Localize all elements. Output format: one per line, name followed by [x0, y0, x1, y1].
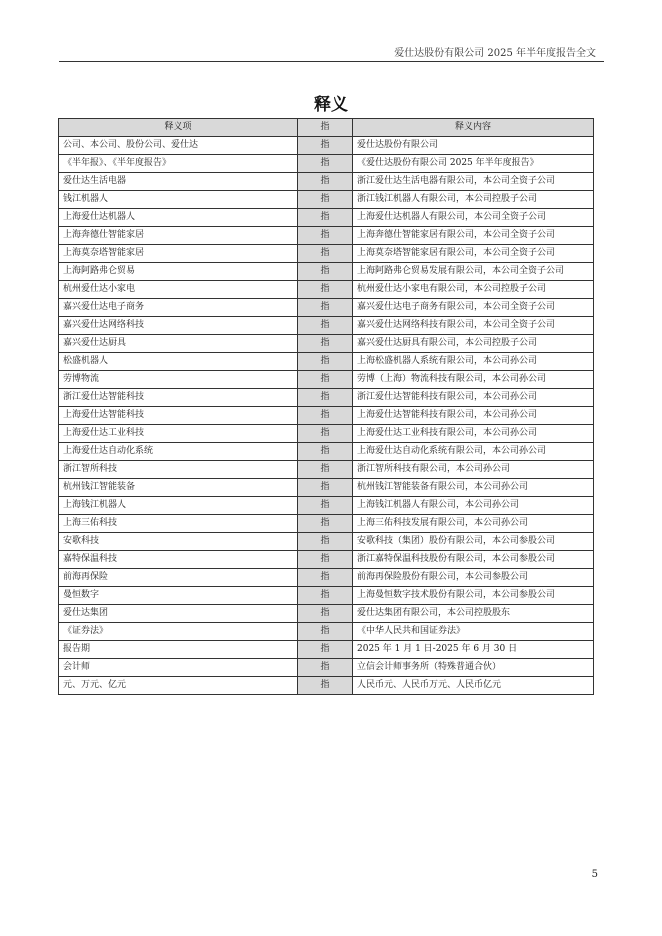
term-cell: 上海奔德仕智能家居 — [59, 227, 298, 245]
meaning-cell: 浙江爱仕达生活电器有限公司，本公司全资子公司 — [353, 173, 594, 191]
meaning-cell: 上海爱仕达智能科技有限公司，本公司孙公司 — [353, 407, 594, 425]
table-row — [59, 677, 594, 695]
term-cell: 嘉兴爱仕达网络科技 — [59, 317, 298, 335]
term-cell: 上海爱仕达自动化系统 — [59, 443, 298, 461]
term-cell: 上海阿路弗仑贸易 — [59, 263, 298, 281]
meaning-cell: 《中华人民共和国证券法》 — [353, 623, 594, 641]
ref-cell: 指 — [298, 569, 353, 587]
term-cell: 杭州爱仕达小家电 — [59, 281, 298, 299]
ref-cell: 指 — [298, 227, 353, 245]
ref-cell: 指 — [298, 641, 353, 659]
definitions-table-body — [59, 137, 594, 695]
table-row — [59, 533, 594, 551]
term-cell: 报告期 — [59, 641, 298, 659]
meaning-cell: 前海再保险股份有限公司，本公司参股公司 — [353, 569, 594, 587]
table-row — [59, 173, 594, 191]
term-cell: 浙江爱仕达智能科技 — [59, 389, 298, 407]
table-header-row — [59, 119, 594, 137]
ref-cell: 指 — [298, 677, 353, 695]
term-cell: 上海钱江机器人 — [59, 497, 298, 515]
table-row — [59, 623, 594, 641]
ref-cell: 指 — [298, 299, 353, 317]
ref-cell: 指 — [298, 317, 353, 335]
ref-cell: 指 — [298, 191, 353, 209]
term-cell: 《证券法》 — [59, 623, 298, 641]
meaning-cell: 安歌科技（集团）股份有限公司，本公司参股公司 — [353, 533, 594, 551]
column-header-meaning: 释义内容 — [353, 119, 594, 137]
meaning-cell: 浙江嘉特保温科技股份有限公司，本公司参股公司 — [353, 551, 594, 569]
ref-cell: 指 — [298, 281, 353, 299]
term-cell: 上海爱仕达智能科技 — [59, 407, 298, 425]
meaning-cell: 上海三佑科技发展有限公司，本公司孙公司 — [353, 515, 594, 533]
meaning-cell: 浙江爱仕达智能科技有限公司，本公司孙公司 — [353, 389, 594, 407]
meaning-cell: 爱仕达集团有限公司，本公司控股股东 — [353, 605, 594, 623]
table-row — [59, 137, 594, 155]
document-header: 爱仕达股份有限公司 2025 年半年度报告全文 — [394, 48, 596, 59]
table-row — [59, 407, 594, 425]
ref-cell: 指 — [298, 659, 353, 677]
table-row — [59, 371, 594, 389]
column-header-ref: 指 — [298, 119, 353, 137]
table-row — [59, 515, 594, 533]
ref-cell: 指 — [298, 389, 353, 407]
ref-cell: 指 — [298, 137, 353, 155]
term-cell: 会计师 — [59, 659, 298, 677]
ref-cell: 指 — [298, 209, 353, 227]
ref-cell: 指 — [298, 173, 353, 191]
meaning-cell: 爱仕达股份有限公司 — [353, 137, 594, 155]
term-cell: 松盛机器人 — [59, 353, 298, 371]
table-row — [59, 479, 594, 497]
table-row — [59, 245, 594, 263]
term-cell: 曼恒数字 — [59, 587, 298, 605]
meaning-cell: 嘉兴爱仕达网络科技有限公司，本公司全资子公司 — [353, 317, 594, 335]
ref-cell: 指 — [298, 335, 353, 353]
ref-cell: 指 — [298, 407, 353, 425]
meaning-cell: 上海钱江机器人有限公司，本公司孙公司 — [353, 497, 594, 515]
table-row — [59, 281, 594, 299]
table-row — [59, 155, 594, 173]
term-cell: 上海爱仕达机器人 — [59, 209, 298, 227]
ref-cell: 指 — [298, 515, 353, 533]
term-cell: 嘉特保温科技 — [59, 551, 298, 569]
table-row — [59, 191, 594, 209]
ref-cell: 指 — [298, 587, 353, 605]
table-row — [59, 605, 594, 623]
meaning-cell: 2025 年 1 月 1 日-2025 年 6 月 30 日 — [353, 641, 594, 659]
term-cell: 杭州钱江智能装备 — [59, 479, 298, 497]
table-row — [59, 317, 594, 335]
meaning-cell: 上海莫奈塔智能家居有限公司，本公司全资子公司 — [353, 245, 594, 263]
term-cell: 上海爱仕达工业科技 — [59, 425, 298, 443]
table-row — [59, 569, 594, 587]
term-cell: 钱江机器人 — [59, 191, 298, 209]
page-number: 5 — [591, 869, 598, 880]
table-row — [59, 497, 594, 515]
meaning-cell: 上海爱仕达工业科技有限公司，本公司孙公司 — [353, 425, 594, 443]
meaning-cell: 上海爱仕达自动化系统有限公司，本公司孙公司 — [353, 443, 594, 461]
ref-cell: 指 — [298, 605, 353, 623]
term-cell: 上海三佑科技 — [59, 515, 298, 533]
term-cell: 爱仕达集团 — [59, 605, 298, 623]
meaning-cell: 浙江钱江机器人有限公司，本公司控股子公司 — [353, 191, 594, 209]
ref-cell: 指 — [298, 245, 353, 263]
table-row — [59, 659, 594, 677]
table-row — [59, 353, 594, 371]
meaning-cell: 浙江智所科技有限公司，本公司孙公司 — [353, 461, 594, 479]
column-header-term: 释义项 — [59, 119, 298, 137]
term-cell: 上海莫奈塔智能家居 — [59, 245, 298, 263]
table-row — [59, 641, 594, 659]
meaning-cell: 人民币元、人民币万元、人民币亿元 — [353, 677, 594, 695]
ref-cell: 指 — [298, 461, 353, 479]
ref-cell: 指 — [298, 551, 353, 569]
term-cell: 劳博物流 — [59, 371, 298, 389]
ref-cell: 指 — [298, 353, 353, 371]
table-row — [59, 335, 594, 353]
ref-cell: 指 — [298, 155, 353, 173]
term-cell: 前海再保险 — [59, 569, 298, 587]
ref-cell: 指 — [298, 533, 353, 551]
meaning-cell: 《爱仕达股份有限公司 2025 年半年度报告》 — [353, 155, 594, 173]
ref-cell: 指 — [298, 623, 353, 641]
term-cell: 元、万元、亿元 — [59, 677, 298, 695]
meaning-cell: 杭州爱仕达小家电有限公司，本公司控股子公司 — [353, 281, 594, 299]
table-row — [59, 551, 594, 569]
ref-cell: 指 — [298, 263, 353, 281]
term-cell: 嘉兴爱仕达厨具 — [59, 335, 298, 353]
meaning-cell: 上海奔德仕智能家居有限公司，本公司全资子公司 — [353, 227, 594, 245]
definitions-table — [58, 118, 594, 695]
header-divider — [59, 61, 604, 62]
meaning-cell: 嘉兴爱仕达厨具有限公司，本公司控股子公司 — [353, 335, 594, 353]
table-row — [59, 263, 594, 281]
table-row — [59, 443, 594, 461]
meaning-cell: 杭州钱江智能装备有限公司，本公司孙公司 — [353, 479, 594, 497]
term-cell: 安歌科技 — [59, 533, 298, 551]
term-cell: 《半年报》、《半年度报告》 — [59, 155, 298, 173]
term-cell: 嘉兴爱仕达电子商务 — [59, 299, 298, 317]
table-row — [59, 461, 594, 479]
meaning-cell: 立信会计师事务所（特殊普通合伙） — [353, 659, 594, 677]
table-row — [59, 299, 594, 317]
ref-cell: 指 — [298, 497, 353, 515]
meaning-cell: 上海爱仕达机器人有限公司，本公司全资子公司 — [353, 209, 594, 227]
table-row — [59, 209, 594, 227]
table-row — [59, 425, 594, 443]
meaning-cell: 上海曼恒数字技术股份有限公司，本公司参股公司 — [353, 587, 594, 605]
term-cell: 浙江智所科技 — [59, 461, 298, 479]
meaning-cell: 上海松盛机器人系统有限公司，本公司孙公司 — [353, 353, 594, 371]
ref-cell: 指 — [298, 371, 353, 389]
ref-cell: 指 — [298, 425, 353, 443]
section-title: 释义 — [314, 95, 348, 115]
table-row — [59, 227, 594, 245]
ref-cell: 指 — [298, 443, 353, 461]
table-row — [59, 587, 594, 605]
meaning-cell: 嘉兴爱仕达电子商务有限公司，本公司全资子公司 — [353, 299, 594, 317]
ref-cell: 指 — [298, 479, 353, 497]
table-row — [59, 389, 594, 407]
meaning-cell: 上海阿路弗仑贸易发展有限公司，本公司全资子公司 — [353, 263, 594, 281]
meaning-cell: 劳博（上海）物流科技有限公司，本公司孙公司 — [353, 371, 594, 389]
term-cell: 爱仕达生活电器 — [59, 173, 298, 191]
term-cell: 公司、本公司、股份公司、爱仕达 — [59, 137, 298, 155]
